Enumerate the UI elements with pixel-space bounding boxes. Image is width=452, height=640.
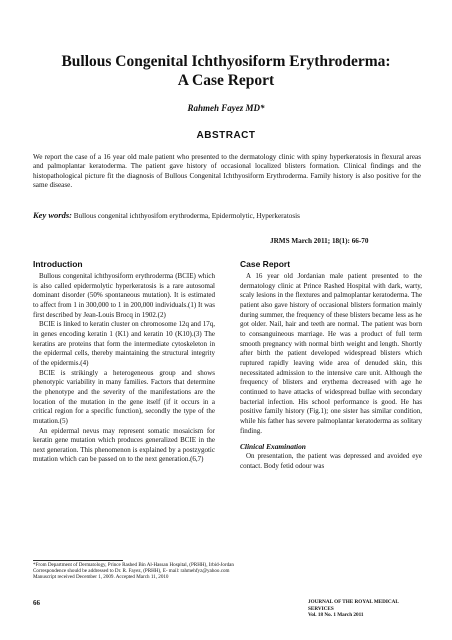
footnotes xyxy=(33,562,423,581)
abstract-text: We report the case of a 16 year old male patient who presented to the dermatology clinic with spiny hyperkeratosis in flexural areas and palmoplantar keratoderma. The patient gave history of occasional localized blisters formation. Clinical findings and the histopathological picture fit the diagnosis of Bullous Congenital Ichthyosiform Erythroderma. Family history is also positive for the same disease. xyxy=(33,153,421,190)
case-paragraph: A 16 year old Jordanian male patient presented to the dermatology clinic at Prince Rashed Hospital with dark, warty, scaly lesions in the flextures and palmoplantar keratoderma. The patient also gave history of occasional blisters formation mainly during summer, the frequency of these blisters became less as he got older. Nail, hair and teeth are normal. The patient was born to consanguineous marriage. He was a product of full term smooth pregnancy with normal birth weight and length. Shortly after birth the patient developed widespread blisters which ruptured rapidly leaving wide area of denuded skin, this necessitated admission to the intensive care unit. Although the frequency of blisters and erythema decreased with age he continued to have attacks of widespread bullae with secondary bacterial infection. His school performance is good. He has positive family history (Fig.1); one sister has similar condition, while his father has severe palmoplantar keratoderma as solitary finding. xyxy=(240,272,422,435)
journal-footer-name: JOURNAL OF THE ROYAL MEDICAL SERVICES xyxy=(308,599,399,612)
title-line-2: A Case Report xyxy=(177,72,275,89)
article-title xyxy=(0,52,452,90)
footnote-manuscript: Manuscript received December 1, 2009. Accepted March 11, 2010 xyxy=(33,574,169,581)
abstract-heading: ABSTRACT xyxy=(196,130,256,141)
page-number: 66 xyxy=(33,599,40,607)
intro-paragraph: BCIE is linked to keratin cluster on chromosome 12q and 17q, in genes encoding keratin 1 (K1) and keratin 10 (K10).(3) The keratins are proteins that form the intermediate cytoskeleton in the epidermal cells, thereby maintaining the structural integrity of the epidermis.(4) xyxy=(33,320,215,367)
keywords-text: Bullous congenital ichthyosifom erythroderma, Epidermolytic, Hyperkeratosis xyxy=(73,212,300,220)
citation: JRMS March 2011; 18(1): 66-70 xyxy=(270,237,369,245)
clinical-paragraph: On presentation, the patient was depressed and avoided eye contact. Body fetid odour was xyxy=(240,452,422,470)
journal-footer xyxy=(308,599,423,619)
intro-paragraph: An epidermal nevus may represent somatic mosaicism for keratin gene mutation which produces generalized BCIE in the next generation. This phenomenon is explained by a postzygotic mutation which can be passed on to the next generation.(6,7) xyxy=(33,426,215,464)
introduction-heading: Introduction xyxy=(33,259,83,269)
footnote-correspondence: Correspondence should be addressed to Dr. R. Fayez, (PRHH), E- mail: rahmehfyz@yahoo.com xyxy=(33,568,230,575)
title-line-1: Bullous Congenital Ichthyosiform Erythroderma: xyxy=(61,53,391,70)
footnote-affiliation: *From Department of Dermatology, Prince Rashed Bin Al-Hassan Hospital, (PRHH), Irbid-Jordan xyxy=(33,562,234,568)
clinical-examination-heading: Clinical Examination xyxy=(240,442,306,452)
footnote-divider xyxy=(33,560,123,561)
case-report-heading: Case Report xyxy=(240,259,291,269)
author-line: Rahmeh Fayez MD* xyxy=(187,103,265,113)
left-column xyxy=(33,259,215,465)
intro-paragraph: BCIE is strikingly a heterogeneous group and shows phenotypic variability in many families. Factors that determine the phenotype and the severity of the manifestations are the location of the mutation in the gene itself (if it occurs in a critical region for a specific function), secondly the type of the mutation.(5) xyxy=(33,368,215,425)
keywords xyxy=(33,211,433,221)
right-column xyxy=(240,259,422,471)
journal-footer-issue: Vol. 18 No. 1 March 2011 xyxy=(308,612,364,619)
intro-paragraph: Bullous congenital ichthyosiform erythroderma (BCIE) which is also called epidermolytic hyperkeratosis is a rare autosomal dominant disorder (50% spontaneous mutation). It is estimated to affect from 1 in 300,000 to 1 in 200,000 individuals.(1) It was first described by Jean-Louis Brocq in 1902.(2) xyxy=(33,272,215,319)
keywords-label: Key words: xyxy=(33,210,72,220)
